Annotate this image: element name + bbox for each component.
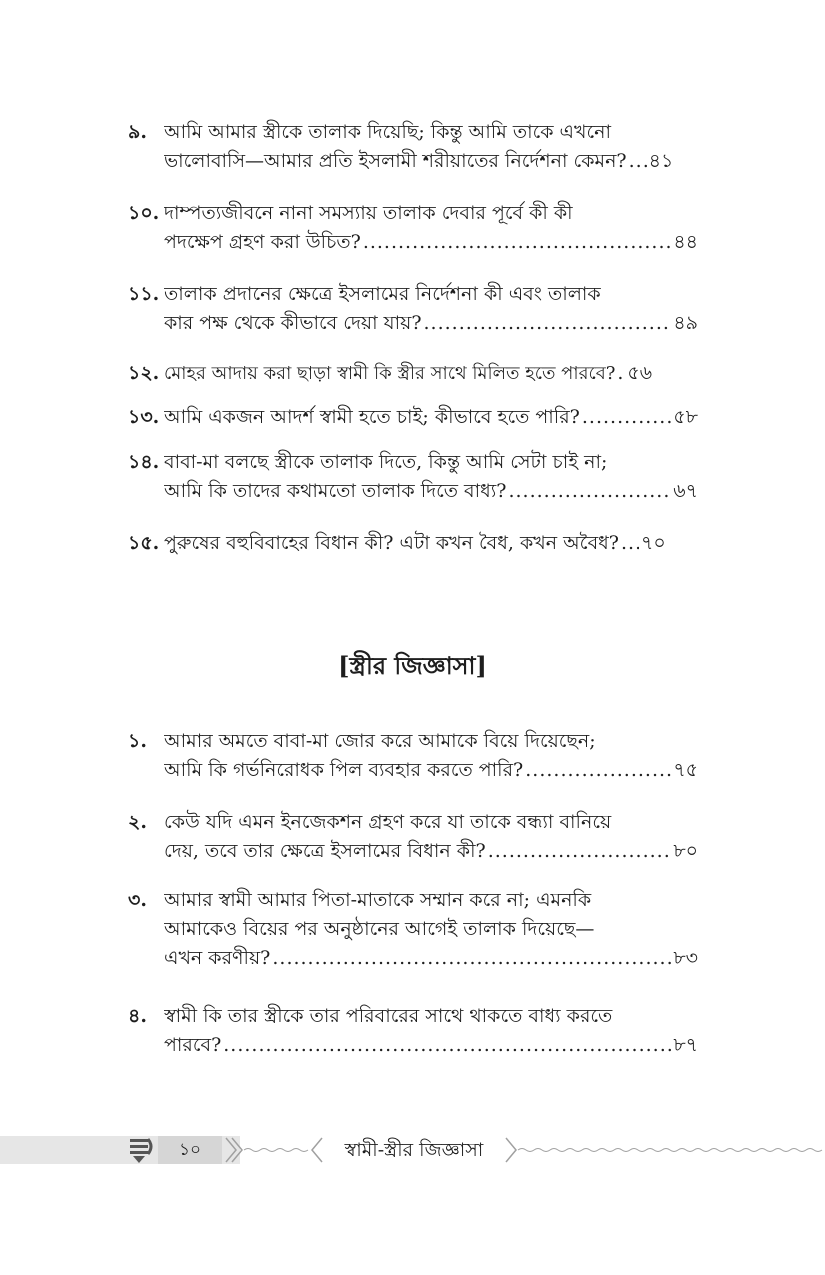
page-number: ৪১	[648, 150, 674, 172]
entry-number: ১৩.	[128, 406, 160, 428]
leader-dots	[488, 837, 672, 866]
page-number: ৫৬	[627, 362, 653, 384]
entry-text: দাম্পত্যজীবনে নানা সমস্যায় তালাক দেবার পূর্বে কী কী	[164, 202, 573, 224]
entry-number: ২.	[128, 811, 147, 833]
entry-number: ১৪.	[128, 451, 160, 473]
entry-text: ভালোবাসি—আমার প্রতি ইসলামী শরীয়াতের নির্দেশনা কেমন?	[164, 150, 627, 172]
entry-text: পুরুষের বহুবিবাহের বিধান কী? এটা কখন বৈধ, কখন অবৈধ?	[164, 532, 619, 554]
page-number: ৮০	[673, 840, 698, 862]
entry-text: পদক্ষেপ গ্রহণ করা উচিত?	[164, 231, 361, 253]
entry-number: ১.	[128, 730, 147, 752]
entry-text: আমি আমার স্ত্রীকে তালাক দিয়েছি; কিন্তু আমি তাকে এখনো	[164, 121, 611, 143]
footer-wave-left-icon	[224, 1134, 326, 1166]
entry-number: ১৫.	[128, 532, 160, 554]
page-footer	[0, 1134, 825, 1166]
entry-number: ৯.	[128, 121, 147, 143]
entry-text: আমাকেও বিয়ের পর অনুষ্ঠানের আগেই তালাক দিয়েছে—	[164, 918, 595, 940]
page-number: ৬৭	[673, 480, 698, 502]
entry-text: মোহর আদায় করা ছাড়া স্বামী কি স্ত্রীর সাথে মিলিত হতে পারবে?	[164, 363, 616, 384]
entry-text: কেউ যদি এমন ইনজেকশন গ্রহণ করে যা তাকে বন্ধ্যা বানিয়ে	[164, 811, 612, 833]
entry-text: পারবে?	[164, 1034, 222, 1056]
leader-dots	[582, 403, 671, 432]
entry-number: ১০.	[128, 202, 160, 224]
section-title: [স্ত্রীর জিজ্ঞাসা]	[338, 651, 487, 680]
publisher-logo-icon	[128, 1136, 154, 1164]
entry-number: ৪.	[128, 1005, 147, 1027]
leader-dots	[363, 228, 672, 257]
footer-page-number: ১০	[158, 1136, 222, 1164]
leader-dots	[617, 359, 625, 388]
entry-number: ৩.	[128, 889, 147, 911]
leader-dots	[272, 944, 671, 973]
leader-dots	[223, 1031, 671, 1060]
page-number: ৪৯	[673, 312, 698, 334]
entry-number: ১২.	[128, 362, 160, 384]
entry-text: এখন করণীয়?	[164, 947, 271, 969]
entry-text: আমি একজন আদর্শ স্বামী হতে চাই; কীভাবে হতে পারি?	[164, 406, 580, 428]
entry-text: কার পক্ষ থেকে কীভাবে দেয়া যায়?	[164, 312, 422, 334]
leader-dots	[525, 756, 671, 785]
page-number: ৮৩	[673, 947, 698, 969]
footer-book-title: স্বামী-স্ত্রীর জিজ্ঞাসা	[344, 1139, 484, 1161]
entry-text: আমার স্বামী আমার পিতা-মাতাকে সম্মান করে না; এমনকি	[164, 889, 592, 911]
page-number: ৭০	[640, 532, 666, 554]
footer-wave-right-icon	[502, 1134, 825, 1166]
entry-text: আমি কি তাদের কথামতো তালাক দিতে বাধ্য?	[164, 480, 507, 502]
entry-text: বাবা-মা বলছে স্ত্রীকে তালাক দিতে, কিন্তু আমি সেটা চাই না;	[164, 451, 608, 473]
entry-text: তালাক প্রদানের ক্ষেত্রে ইসলামের নির্দেশনা কী এবং তালাক	[164, 283, 601, 305]
leader-dots	[629, 147, 647, 176]
entry-text: স্বামী কি তার স্ত্রীকে তার পরিবারের সাথে থাকতে বাধ্য করতে	[164, 1005, 613, 1027]
leader-dots	[424, 309, 672, 338]
entry-number: ১১.	[128, 283, 160, 305]
leader-dots	[508, 477, 671, 506]
page-number: ৫৮	[673, 406, 698, 428]
leader-dots	[621, 529, 639, 558]
entry-text: আমি কি গর্ভনিরোধক পিল ব্যবহার করতে পারি?	[164, 759, 524, 781]
page-number: ৭৫	[673, 759, 698, 781]
page-number: ৪৪	[673, 231, 698, 253]
entry-text: আমার অমতে বাবা-মা জোর করে আমাকে বিয়ে দিয়েছেন;	[164, 730, 596, 752]
page-number: ৮৭	[673, 1034, 698, 1056]
entry-text: দেয়, তবে তার ক্ষেত্রে ইসলামের বিধান কী?	[164, 840, 486, 862]
